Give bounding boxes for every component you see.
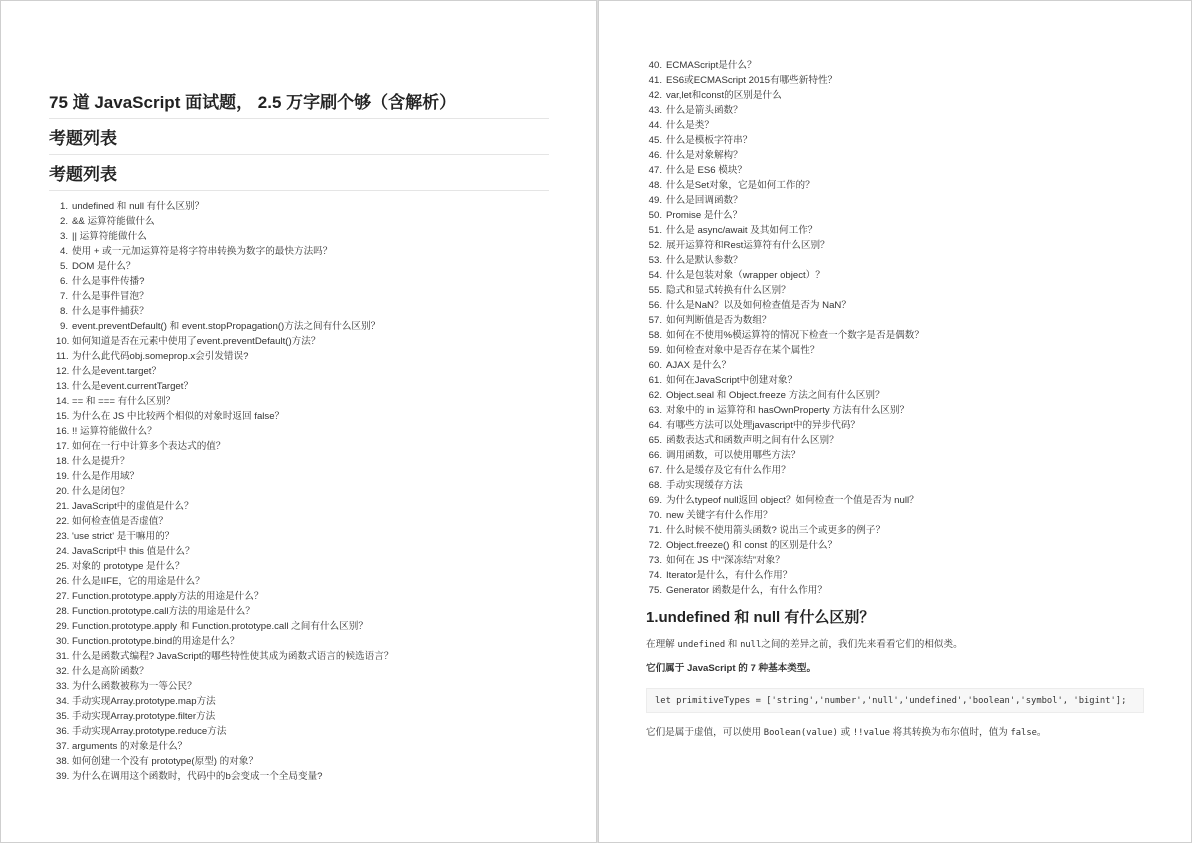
question-number: 15. (56, 411, 70, 422)
question-number: 53. (648, 255, 662, 266)
question-text: 什么是高阶函数？ (72, 666, 149, 677)
question-list-item[interactable] (56, 289, 393, 304)
question-list-item[interactable] (648, 58, 924, 73)
question-text: AJAX 是什么？ (666, 360, 732, 371)
question-number: 51. (648, 225, 662, 236)
question-number: 1. (59, 201, 68, 212)
question-list-item[interactable] (56, 544, 393, 559)
question-number: 2. (59, 216, 68, 227)
question-number: 4. (59, 246, 68, 257)
code-block: let primitiveTypes = ['string','number','null','undefined','boolean','symbol', 'bigint']; (646, 688, 1144, 713)
question-number: 30. (56, 636, 70, 647)
intro-text: 在理解 (646, 639, 675, 650)
question-text: 什么是 async/await 及其如何工作？ (666, 225, 818, 236)
question-list-item[interactable] (648, 298, 924, 313)
question-number: 75. (648, 585, 662, 596)
question-text: 如何在 JS 中“深冻结”对象？ (666, 555, 785, 566)
question-text: 'use strict' 是干嘛用的？ (72, 531, 175, 542)
question-number: 32. (56, 666, 70, 677)
question-number: 37. (56, 741, 70, 752)
question-list-item[interactable] (56, 514, 393, 529)
question-list-item[interactable] (648, 148, 924, 163)
question-text: 使用 + 或一元加运算符是将字符串转换为数字的最快方法吗？ (72, 246, 333, 257)
question-number: 63. (648, 405, 662, 416)
question-number: 54. (648, 270, 662, 281)
question-list-item[interactable] (56, 334, 393, 349)
inline-code: null (740, 640, 762, 650)
question-text: 什么是箭头函数？ (666, 105, 743, 116)
question-number: 71. (648, 525, 662, 536)
question-number: 22. (56, 516, 70, 527)
question-list-item[interactable] (56, 739, 393, 754)
question-text: DOM 是什么？ (72, 261, 136, 272)
question-text: 什么是Set对象，它是如何工作的？ (666, 180, 815, 191)
question-list-item[interactable] (56, 439, 393, 454)
question-list-item[interactable] (56, 529, 393, 544)
question-number: 42. (648, 90, 662, 101)
question-text: !! 运算符能做什么？ (72, 426, 157, 437)
question-list-item[interactable] (648, 118, 924, 133)
question-list-item[interactable] (56, 484, 393, 499)
question-text: 什么是闭包？ (72, 486, 130, 497)
question-list-item[interactable] (56, 694, 393, 709)
question-list-item[interactable] (56, 724, 393, 739)
question-list-item[interactable] (56, 634, 393, 649)
question-number: 13. (56, 381, 70, 392)
question-list-item[interactable] (56, 259, 393, 274)
question-list-item[interactable] (56, 754, 393, 769)
question-text: undefined 和 null 有什么区别？ (72, 201, 205, 212)
question-number: 35. (56, 711, 70, 722)
question-number: 28. (56, 606, 70, 617)
question-list-item[interactable] (648, 208, 924, 223)
question-text: 什么时候不使用箭头函数? 说出三个或更多的例子？ (666, 525, 886, 536)
question-number: 55. (648, 285, 662, 296)
question-list-item[interactable] (648, 88, 924, 103)
question-text: Object.seal 和 Object.freeze 方法之间有什么区别？ (666, 390, 885, 401)
question-number: 47. (648, 165, 662, 176)
question-text: 什么是对象解构？ (666, 150, 743, 161)
question-list-item[interactable] (56, 559, 393, 574)
inline-code: Boolean(value) (763, 728, 838, 738)
question-text: 对象中的 in 运算符和 hasOwnProperty 方法有什么区别？ (666, 405, 910, 416)
question-number: 36. (56, 726, 70, 737)
question-number: 40. (648, 60, 662, 71)
intro-text: 和 (727, 639, 738, 650)
question-list-item[interactable] (648, 568, 924, 583)
question-number: 16. (56, 426, 70, 437)
primitive-types-heading: 它们属于 JavaScript 的 7 种基本类型。 (646, 663, 817, 674)
question-text: == 和 === 有什么区别？ (72, 396, 176, 407)
question-number: 67. (648, 465, 662, 476)
question-text: 什么是event.target？ (72, 366, 162, 377)
question-number: 43. (648, 105, 662, 116)
question-number: 59. (648, 345, 662, 356)
question-text: || 运算符能做什么 (72, 231, 147, 242)
question-list-item[interactable] (56, 304, 393, 319)
question-list-item[interactable] (56, 589, 393, 604)
question-text: var,let和const的区别是什么 (666, 90, 782, 101)
question-number: 65. (648, 435, 662, 446)
question-text: 什么是提升？ (72, 456, 130, 467)
inline-code: !!value (852, 728, 890, 738)
question-list-item[interactable] (648, 313, 924, 328)
question-list-item[interactable] (56, 409, 393, 424)
question-list-item[interactable] (648, 253, 924, 268)
question-list-item[interactable] (648, 178, 924, 193)
question-text: 为什么在 JS 中比较两个相似的对象时返回 false？ (72, 411, 285, 422)
question-text: 为什么此代码obj.someprop.x会引发错误? (72, 351, 249, 362)
question-text: 有哪些方法可以处理javascript中的异步代码？ (666, 420, 861, 431)
question-list-item[interactable] (648, 268, 924, 283)
question-number: 73. (648, 555, 662, 566)
question-number: 6. (59, 276, 68, 287)
question-number: 10. (56, 336, 70, 347)
question-list-item[interactable] (56, 679, 393, 694)
question-number: 68. (648, 480, 662, 491)
question-number: 24. (56, 546, 70, 557)
falsy-text: 。 (1036, 727, 1047, 738)
question-text: 如何在不使用%模运算符的情况下检查一个数字是否是偶数？ (666, 330, 924, 341)
question-list-item[interactable] (648, 508, 924, 523)
question-list-item[interactable] (56, 214, 393, 229)
question-text: JavaScript中的虚值是什么？ (72, 501, 194, 512)
question-list-item[interactable] (56, 709, 393, 724)
question-number: 56. (648, 300, 662, 311)
question-text: 什么是作用域？ (72, 471, 140, 482)
question-number: 3. (59, 231, 68, 242)
question-list-item[interactable] (56, 394, 393, 409)
falsy-text: 将其转换为布尔值时，值为 (892, 727, 1008, 738)
question-number: 29. (56, 621, 70, 632)
question-list-item[interactable] (648, 478, 924, 493)
question-number: 58. (648, 330, 662, 341)
question-text: 什么是NaN？以及如何检查值是否为 NaN？ (666, 300, 851, 311)
section-heading-question-list: 考题列表 (49, 129, 117, 148)
question-number: 61. (648, 375, 662, 386)
question-text: 调用函数，可以使用哪些方法？ (666, 450, 801, 461)
falsy-paragraph (646, 726, 1047, 740)
question-list-part-2 (648, 58, 924, 598)
question-number: 27. (56, 591, 70, 602)
question-list-item[interactable] (648, 73, 924, 88)
question-list-item[interactable] (56, 454, 393, 469)
question-text: ECMAScript是什么？ (666, 60, 757, 71)
question-text: 如何检查对象中是否存在某个属性？ (666, 345, 820, 356)
question-list-item[interactable] (648, 493, 924, 508)
question-text: 什么是 ES6 模块？ (666, 165, 748, 176)
question-text: Function.prototype.apply 和 Function.prototype.call 之间有什么区别？ (72, 621, 368, 632)
section-heading-question-list: 考题列表 (49, 165, 117, 184)
question-number: 62. (648, 390, 662, 401)
question-list-item[interactable] (648, 433, 924, 448)
question-text: Function.prototype.bind的用途是什么？ (72, 636, 240, 647)
question-list-item[interactable] (56, 229, 393, 244)
falsy-text: 或 (840, 727, 851, 738)
question-list-item[interactable] (56, 604, 393, 619)
question-list-item[interactable] (56, 244, 393, 259)
question-text: Iterator是什么，有什么作用？ (666, 570, 793, 581)
inline-code: false (1010, 728, 1037, 738)
question-text: 如何知道是否在元素中使用了event.preventDefault()方法？ (72, 336, 321, 347)
question-number: 57. (648, 315, 662, 326)
question-text: Function.prototype.apply方法的用途是什么？ (72, 591, 264, 602)
question-text: 对象的 prototype 是什么？ (72, 561, 185, 572)
divider (49, 118, 549, 119)
question-list-item[interactable] (648, 373, 924, 388)
question-list-item[interactable] (56, 469, 393, 484)
question-text: 什么是类？ (666, 120, 714, 131)
question-text: 隐式和显式转换有什么区别？ (666, 285, 791, 296)
question-number: 18. (56, 456, 70, 467)
document-title: 75 道 JavaScript 面试题， 2.5 万字刷个够（含解析） (49, 93, 457, 112)
inline-code: undefined (677, 640, 726, 650)
divider (49, 154, 549, 155)
question-text: && 运算符能做什么 (72, 216, 155, 227)
question-1-heading: 1.undefined 和 null 有什么区别？ (646, 609, 875, 626)
question-text: 手动实现Array.prototype.reduce方法 (72, 726, 227, 737)
question-number: 34. (56, 696, 70, 707)
question-text: 什么是回调函数？ (666, 195, 743, 206)
question-text: 什么是包装对象（wrapper object）？ (666, 270, 825, 281)
question-list-item[interactable] (648, 463, 924, 478)
question-number: 44. (648, 120, 662, 131)
question-list-item[interactable] (648, 343, 924, 358)
question-number: 23. (56, 531, 70, 542)
question-text: 什么是事件冒泡？ (72, 291, 149, 302)
question-text: 什么是event.currentTarget？ (72, 381, 194, 392)
question-number: 9. (59, 321, 68, 332)
question-list-item[interactable] (648, 328, 924, 343)
question-number: 21. (56, 501, 70, 512)
question-number: 49. (648, 195, 662, 206)
question-list-item[interactable] (648, 223, 924, 238)
question-list-item[interactable] (648, 238, 924, 253)
question-list-item[interactable] (56, 619, 393, 634)
question-text: 为什么在调用这个函数时，代码中的b会变成一个全局变量? (72, 771, 323, 782)
question-number: 41. (648, 75, 662, 86)
question-text: arguments 的对象是什么？ (72, 741, 188, 752)
question-number: 66. (648, 450, 662, 461)
question-list-item[interactable] (56, 424, 393, 439)
question-list-item[interactable] (56, 574, 393, 589)
question-number: 70. (648, 510, 662, 521)
question-list-item[interactable] (56, 664, 393, 679)
question-number: 69. (648, 495, 662, 506)
question-number: 45. (648, 135, 662, 146)
question-list-item[interactable] (56, 769, 393, 784)
question-text: 什么是缓存及它有什么作用？ (666, 465, 791, 476)
question-number: 26. (56, 576, 70, 587)
question-text: 函数表达式和函数声明之间有什么区别？ (666, 435, 839, 446)
question-list-item[interactable] (648, 523, 924, 538)
question-list-item[interactable] (648, 553, 924, 568)
question-number: 52. (648, 240, 662, 251)
question-list-item[interactable] (648, 103, 924, 118)
question-number: 72. (648, 540, 662, 551)
question-text: 什么是事件传播? (72, 276, 145, 287)
question-number: 14. (56, 396, 70, 407)
question-1-intro (646, 638, 963, 652)
question-number: 31. (56, 651, 70, 662)
question-number: 8. (59, 306, 68, 317)
question-number: 5. (59, 261, 68, 272)
question-list-item[interactable] (56, 319, 393, 334)
question-list-item[interactable] (648, 283, 924, 298)
question-number: 74. (648, 570, 662, 581)
question-list-part-1 (56, 199, 393, 784)
question-text: 展开运算符和Rest运算符有什么区别？ (666, 240, 830, 251)
question-text: Promise 是什么？ (666, 210, 743, 221)
question-text: 如何在一行中计算多个表达式的值？ (72, 441, 226, 452)
question-number: 11. (56, 351, 69, 362)
question-number: 50. (648, 210, 662, 221)
question-number: 38. (56, 756, 70, 767)
question-list-item[interactable] (648, 388, 924, 403)
question-text: Function.prototype.call方法的用途是什么？ (72, 606, 255, 617)
question-text: event.preventDefault() 和 event.stopPropagation()方法之间有什么区别？ (72, 321, 381, 332)
question-text: 什么是事件捕获？ (72, 306, 149, 317)
question-text: 如何在JavaScript中创建对象？ (666, 375, 798, 386)
question-list-item[interactable] (648, 448, 924, 463)
question-list-item[interactable] (648, 538, 924, 553)
question-text: 如何检查值是否虚值？ (72, 516, 168, 527)
question-text: 为什么typeof null返回 object？如何检查一个值是否为 null？ (666, 495, 919, 506)
falsy-text: 它们是属于虚值，可以使用 (646, 727, 762, 738)
question-text: ES6或ECMAScript 2015有哪些新特性？ (666, 75, 838, 86)
question-text: Generator 函数是什么，有什么作用？ (666, 585, 827, 596)
question-list-item[interactable] (648, 583, 924, 598)
question-list-item[interactable] (56, 649, 393, 664)
question-number: 48. (648, 180, 662, 191)
question-number: 33. (56, 681, 70, 692)
question-list-item[interactable] (648, 418, 924, 433)
question-list-item[interactable] (56, 379, 393, 394)
question-text: 为什么函数被称为一等公民？ (72, 681, 197, 692)
question-text: 什么是模板字符串？ (666, 135, 753, 146)
question-list-item[interactable] (648, 193, 924, 208)
question-text: 手动实现Array.prototype.map方法 (72, 696, 216, 707)
question-list-item[interactable] (648, 403, 924, 418)
question-text: 什么是函数式编程? JavaScript的哪些特性使其成为函数式语言的候选语言？ (72, 651, 394, 662)
question-number: 19. (56, 471, 70, 482)
question-number: 25. (56, 561, 70, 572)
question-text: 如何创建一个没有 prototype(原型) 的对象？ (72, 756, 259, 767)
question-text: 手动实现缓存方法 (666, 480, 743, 491)
intro-text: 之间的差异之前，我们先来看看它们的相似类。 (761, 639, 963, 650)
question-list-item[interactable] (56, 499, 393, 514)
question-text: Object.freeze() 和 const 的区别是什么？ (666, 540, 838, 551)
question-number: 46. (648, 150, 662, 161)
question-number: 60. (648, 360, 662, 371)
question-number: 20. (56, 486, 70, 497)
question-list-item[interactable] (56, 274, 393, 289)
question-number: 12. (56, 366, 70, 377)
question-list-item[interactable] (648, 133, 924, 148)
question-number: 64. (648, 420, 662, 431)
question-list-item[interactable] (56, 349, 393, 364)
question-text: 什么是IIFE，它的用途是什么？ (72, 576, 205, 587)
question-text: 手动实现Array.prototype.filter方法 (72, 711, 216, 722)
question-text: 什么是默认参数？ (666, 255, 743, 266)
question-text: 如何判断值是否为数组？ (666, 315, 772, 326)
question-text: new 关键字有什么作用？ (666, 510, 773, 521)
question-number: 7. (59, 291, 68, 302)
question-text: JavaScript中 this 值是什么？ (72, 546, 195, 557)
question-list-item[interactable] (56, 199, 393, 214)
question-list-item[interactable] (56, 364, 393, 379)
question-list-item[interactable] (648, 163, 924, 178)
question-list-item[interactable] (648, 358, 924, 373)
question-number: 39. (56, 771, 70, 782)
divider (49, 190, 549, 191)
question-number: 17. (56, 441, 70, 452)
